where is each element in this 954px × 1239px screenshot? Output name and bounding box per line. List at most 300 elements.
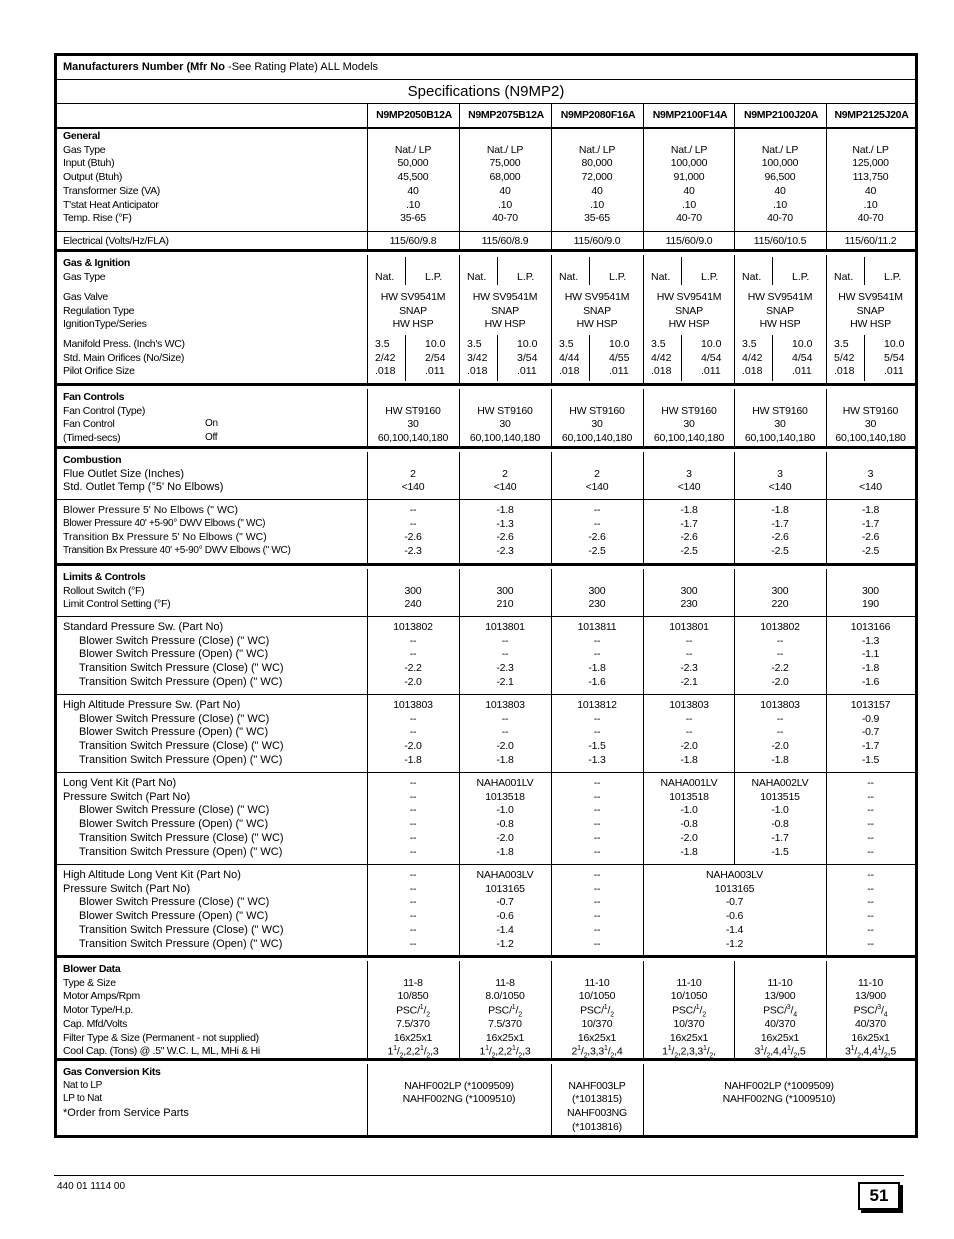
long-vent-value: -- (409, 777, 417, 789)
fan-type-value: HW ST9160 (661, 404, 717, 417)
blower-pressure-value: -2.5 (588, 545, 606, 558)
general-value: Nat./ LP (394, 143, 432, 156)
manifold-nat: 3.5 (467, 338, 482, 350)
blower-data-value: 7.5/370 (396, 1017, 430, 1030)
blower-data-value: $2^1/_2,3,3^1/_2,4$ (571, 1045, 623, 1060)
limit-value: 190 (862, 598, 879, 611)
long-vent-value: -- (593, 831, 601, 844)
conversion-label: Nat to LP (63, 1079, 102, 1091)
pressure-value: -2.3 (680, 662, 698, 675)
blower-pressure-value: -1.3 (496, 517, 514, 530)
long-vent-value: -- (409, 790, 417, 803)
pressure-value: -- (776, 712, 784, 725)
long-vent-value: -1.0 (771, 804, 789, 817)
pressure-value: -1.8 (588, 662, 606, 675)
orifice-nat: 4/42 (651, 351, 672, 364)
flue-value: 3 (777, 467, 783, 480)
general-value: 100,000 (670, 157, 708, 170)
general-value: Nat./ LP (486, 143, 524, 156)
blower-data-value: 11-10 (584, 976, 610, 989)
general-value: 40 (407, 184, 419, 197)
conversion-value: (*1013816) (572, 1120, 622, 1133)
gas-valve-value: HW SV9541M (564, 291, 630, 303)
pilot-lp: .011 (609, 365, 629, 378)
pressure-value: -2.2 (404, 662, 422, 675)
pressure-value: -1.8 (861, 662, 880, 675)
pressure-value: -2.0 (404, 740, 422, 753)
pressure-value: 1013802 (760, 621, 800, 633)
combustion-section (57, 452, 915, 500)
rollout-value: 300 (588, 584, 606, 597)
blower-pressure-section (57, 500, 915, 566)
nat-lp-divider (589, 335, 590, 381)
lp-label: L.P. (884, 271, 902, 283)
pressure-value: -- (685, 634, 693, 647)
blower-pressure-value: -1.8 (496, 504, 514, 516)
outlet-temp-value: <140 (677, 481, 701, 494)
pressure-value: -1.3 (588, 753, 606, 766)
pressure-value: -- (593, 712, 601, 725)
long-vent-value: -1.7 (771, 831, 789, 844)
long-vent-label: Pressure Switch (Part No) (63, 790, 191, 803)
orifice-lp: 4/54 (792, 351, 813, 364)
high-altitude-pressure-section (57, 695, 915, 773)
blower-data-value: 16x25x1 (485, 1031, 525, 1044)
blower-data-value: $3^1/_2,4,4^1/_2,5$ (845, 1045, 896, 1060)
conversion-heading: Gas Conversion Kits (63, 1066, 161, 1078)
fan-label: Fan Control (63, 418, 115, 431)
long-vent-value: -0.8 (771, 818, 789, 831)
long-vent-value: 1013515 (760, 790, 800, 803)
general-value: 40 (499, 184, 511, 197)
ha-long-vent-value: -0.6 (496, 910, 514, 923)
nat-lp-divider (681, 335, 682, 381)
nat-label: Nat. (375, 271, 395, 283)
fan-on-label: On (205, 418, 218, 430)
nat-label: Nat. (651, 271, 671, 283)
model-column-n9mp2100f14a: N9MP2100F14A (643, 104, 736, 127)
pressure-value: -1.6 (861, 675, 880, 688)
ha-long-vent-value: -- (409, 937, 417, 950)
page-title: Specifications (N9MP2) (57, 80, 915, 104)
orifice-nat: 4/42 (742, 351, 763, 364)
blower-data-value: 16x25x1 (851, 1031, 890, 1044)
orifice-lp: 2/54 (425, 351, 446, 364)
pilot-nat: .018 (742, 365, 763, 378)
nat-lp-divider (589, 257, 590, 285)
general-value: .10 (498, 198, 512, 211)
long-vent-section (57, 773, 915, 865)
blower-data-value: $1^1/_2,2,2^1/_2,3$ (479, 1045, 531, 1060)
electrical-value: 115/60/10.5 (753, 235, 807, 247)
pressure-value: -1.5 (588, 740, 606, 753)
manifold-lp: 10.0 (425, 338, 446, 350)
ha-long-vent-label: Blower Switch Pressure (Open) (" WC) (79, 910, 269, 923)
pressure-value: -1.8 (771, 753, 789, 766)
mfr-label: Manufacturers Number (Mfr No (63, 61, 225, 73)
long-vent-value: -0.8 (496, 818, 514, 831)
pressure-value: -2.0 (771, 740, 789, 753)
long-vent-value: -- (593, 777, 601, 789)
ha-long-vent-value: -- (409, 923, 417, 936)
blower-data-value: 10/850 (397, 990, 429, 1003)
fan-off-value: 60,100,140,180 (561, 432, 633, 445)
regulation-value: SNAP (491, 304, 519, 317)
blower-pressure-value: -2.3 (496, 545, 514, 558)
pressure-value: -- (593, 634, 601, 647)
ha-long-vent-value: 1013165 (714, 882, 755, 895)
model-column-n9mp2075b12a: N9MP2075B12A (459, 104, 552, 127)
blower-pressure-value: -1.7 (771, 517, 789, 530)
gas-valve-value: HW SV9541M (747, 291, 813, 303)
ha-long-vent-value: -0.7 (496, 896, 514, 909)
ha-long-vent-value: -- (409, 910, 417, 923)
flue-value: 2 (410, 467, 416, 480)
pressure-value: 1013803 (393, 699, 433, 711)
combustion-label: Std. Outlet Temp (°5' No Elbows) (63, 481, 224, 494)
long-vent-value: -- (867, 790, 874, 803)
long-vent-label: Transition Switch Pressure (Close) (" WC) (79, 831, 284, 844)
general-value: 40 (774, 184, 786, 197)
blower-data-value: $1^1/_2,2,2^1/_2,3$ (387, 1045, 439, 1060)
general-value: 91,000 (673, 171, 705, 184)
pressure-value: 1013166 (850, 621, 891, 633)
blower-data-value: 16x25x1 (577, 1031, 617, 1044)
ha-long-vent-value: -- (867, 896, 874, 909)
pilot-lp: .011 (792, 365, 812, 378)
conversion-value: NAHF002LP (*1009509) (724, 1079, 834, 1092)
pressure-label: Standard Pressure Sw. (Part No) (63, 621, 224, 633)
nat-lp-divider (772, 257, 773, 285)
pressure-value: -2.0 (680, 740, 698, 753)
ha-long-vent-value: -1.4 (496, 923, 514, 936)
blower-data-value: PSC/$^3/_4$ (853, 1004, 888, 1019)
combustion-heading: Combustion (63, 454, 122, 466)
ignition-value: HW HSP (759, 318, 801, 331)
blower-data-value: 10/1050 (578, 990, 616, 1003)
ha-long-vent-value: -- (593, 923, 601, 936)
long-vent-label: Long Vent Kit (Part No) (63, 777, 177, 789)
gas-valve-value: HW SV9541M (838, 291, 903, 303)
general-value: 72,000 (581, 171, 613, 184)
ha-long-vent-value: -0.7 (725, 896, 744, 909)
manifold-lp: 10.0 (701, 338, 722, 350)
long-vent-value: -0.8 (680, 818, 698, 831)
ha-long-vent-value: -1.2 (496, 937, 514, 950)
nat-label: Nat. (834, 271, 854, 283)
pressure-label: Blower Switch Pressure (Open) (" WC) (79, 726, 269, 739)
general-value: Nat./ LP (852, 143, 889, 156)
orifice-label: Pilot Orifice Size (63, 365, 135, 378)
blower-data-section (57, 961, 915, 1061)
long-vent-value: -- (409, 804, 417, 817)
pressure-value: -2.3 (496, 662, 514, 675)
limit-value: 230 (680, 598, 698, 611)
long-vent-value: -- (867, 804, 874, 817)
nat-lp-divider (405, 257, 406, 285)
ha-long-vent-value: -- (593, 896, 601, 909)
general-value: 40-70 (767, 212, 793, 225)
pressure-value: -1.8 (404, 753, 422, 766)
fan-heading: Fan Controls (63, 391, 125, 403)
conversion-label: LP to Nat (63, 1093, 102, 1105)
manifold-nat: 3.5 (742, 338, 757, 350)
blower-data-value: PSC/$^1/_2$ (396, 1004, 430, 1019)
general-label: Input (Btuh) (63, 157, 115, 170)
fan-label: (Timed-secs) (63, 432, 121, 445)
orifice-lp: 4/55 (609, 351, 630, 364)
flue-value: 2 (594, 467, 600, 480)
pilot-nat: .018 (651, 365, 672, 378)
blower-data-value: 8.0/1050 (485, 990, 525, 1003)
pilot-lp: .011 (701, 365, 721, 378)
general-value: .10 (406, 198, 420, 211)
rollout-value: 300 (404, 584, 422, 597)
blower-pressure-value: -1.7 (680, 517, 698, 530)
nat-lp-divider (864, 335, 865, 381)
fan-off-value: 60,100,140,180 (469, 432, 541, 445)
blower-pressure-value: -2.6 (496, 531, 514, 544)
pressure-value: -1.8 (680, 753, 698, 766)
pressure-value: -- (685, 712, 693, 725)
pressure-value: -2.0 (496, 740, 514, 753)
pressure-value: 1013811 (577, 621, 617, 633)
regulation-value: SNAP (766, 304, 794, 317)
model-column-n9mp2125j20a: N9MP2125J20A (826, 104, 916, 127)
pressure-label: High Altitude Pressure Sw. (Part No) (63, 699, 241, 711)
regulation-value: SNAP (856, 304, 885, 317)
lp-label: L.P. (792, 271, 810, 283)
orifice-nat: 4/44 (559, 351, 580, 364)
ha-long-vent-value: -- (593, 882, 601, 895)
nat-lp-divider (864, 257, 865, 285)
blower-data-heading: Blower Data (63, 963, 121, 975)
long-vent-value: -2.0 (496, 831, 514, 844)
ha-long-vent-label: Pressure Switch (Part No) (63, 882, 191, 895)
pressure-value: -- (685, 726, 693, 739)
long-vent-value: -- (593, 818, 601, 831)
blower-data-value: 11-10 (676, 976, 702, 989)
electrical-value: 115/60/8.9 (481, 235, 529, 247)
pressure-value: 1013802 (393, 621, 433, 633)
blower-pressure-label: Blower Pressure 5' No Elbows (" WC) (63, 504, 238, 516)
model-column-n9mp2050b12a: N9MP2050B12A (367, 104, 460, 127)
blower-data-value: 11-10 (857, 976, 884, 989)
blower-data-value: PSC/$^3/_4$ (763, 1004, 797, 1019)
blower-pressure-value: -- (409, 504, 417, 516)
pressure-value: -1.5 (861, 753, 880, 766)
general-label: Gas Type (63, 143, 106, 156)
blower-data-value: PSC/$^1/_2$ (672, 1004, 706, 1019)
gas-ignition-section (57, 255, 915, 386)
regulation-value: SNAP (399, 304, 427, 317)
conversion-value: (*1013815) (572, 1093, 622, 1106)
blower-pressure-value: -1.8 (680, 504, 698, 516)
long-vent-value: 1013518 (485, 790, 525, 803)
general-value: Nat./ LP (670, 143, 708, 156)
fan-type-value: HW ST9160 (477, 404, 533, 417)
pressure-value: -- (501, 648, 509, 661)
general-value: 80,000 (581, 157, 613, 170)
general-heading: General (63, 130, 101, 142)
pressure-value: -- (776, 634, 784, 647)
blower-data-value: 16x25x1 (393, 1031, 433, 1044)
long-vent-value: -- (409, 845, 417, 858)
general-value: 113,750 (852, 171, 889, 184)
blower-data-value: 13/900 (764, 990, 796, 1003)
gas-valve-value: HW SV9541M (472, 291, 538, 303)
general-value: .10 (682, 198, 696, 211)
blower-pressure-value: -- (593, 504, 601, 516)
conversion-value: NAHF002NG (*1009510) (722, 1093, 836, 1106)
blower-pressure-value: -2.5 (771, 545, 789, 558)
orifice-nat: 5/42 (834, 351, 855, 364)
fan-on-value: 30 (774, 418, 786, 431)
limit-value: 210 (496, 598, 514, 611)
blower-data-value: 13/900 (855, 990, 886, 1003)
manifold-nat: 3.5 (375, 338, 390, 350)
fan-type-value: HW ST9160 (842, 404, 899, 417)
pressure-value: -1.1 (861, 648, 880, 661)
long-vent-value: 1013518 (669, 790, 709, 803)
pressure-label: Transition Switch Pressure (Close) (" WC) (79, 662, 284, 675)
pressure-value: -- (593, 648, 601, 661)
general-label: Transformer Size (VA) (63, 184, 160, 197)
blower-data-value: 10/1050 (670, 990, 708, 1003)
conversion-value: NAHF002LP (*1009509) (404, 1079, 514, 1092)
gas-type-label: Gas Type (63, 270, 106, 283)
long-vent-label: Transition Switch Pressure (Open) (" WC) (79, 845, 283, 858)
pressure-value: 1013801 (485, 621, 525, 633)
blower-data-value: 11-8 (403, 976, 423, 989)
fan-off-value: 60,100,140,180 (377, 432, 449, 445)
nat-lp-divider (681, 257, 682, 285)
ha-long-vent-value: -- (409, 869, 417, 881)
fan-off-value: 60,100,140,180 (653, 432, 725, 445)
document-number: 440 01 1114 00 (57, 1181, 126, 1192)
pressure-value: 1013801 (669, 621, 709, 633)
blower-data-label: Cap. Mfd/Volts (63, 1017, 128, 1030)
ha-long-vent-value: -- (867, 923, 874, 936)
manifold-nat: 3.5 (651, 338, 666, 350)
long-vent-value: -- (409, 818, 417, 831)
lp-label: L.P. (609, 271, 627, 283)
blower-data-label: Type & Size (63, 976, 116, 989)
pressure-value: -2.1 (496, 675, 514, 688)
ha-long-vent-value: -- (593, 937, 601, 950)
spec-sheet (54, 53, 918, 1138)
ha-long-vent-label: High Altitude Long Vent Kit (Part No) (63, 869, 241, 881)
general-label: Output (Btuh) (63, 171, 123, 184)
pressure-value: -- (685, 648, 693, 661)
blower-pressure-value: -2.6 (404, 531, 422, 544)
manifold-lp: 10.0 (609, 338, 630, 350)
blower-pressure-value: -2.5 (680, 545, 698, 558)
pressure-label: Blower Switch Pressure (Close) (" WC) (79, 634, 270, 647)
general-value: 45,500 (397, 171, 429, 184)
fan-off-value: 60,100,140,180 (835, 432, 906, 445)
long-vent-value: NAHA002LV (751, 777, 809, 789)
pilot-lp: .011 (884, 365, 904, 378)
rollout-value: 300 (862, 584, 879, 597)
nat-label: Nat. (559, 271, 579, 283)
model-column-n9mp2080f16a: N9MP2080F16A (551, 104, 644, 127)
blower-data-value: 10/370 (581, 1017, 613, 1030)
pressure-value: 1013812 (577, 699, 617, 711)
blower-pressure-value: -2.6 (771, 531, 789, 544)
gas-conversion-section (57, 1064, 915, 1135)
long-vent-value: -1.5 (771, 845, 789, 858)
fan-off-label: Off (205, 432, 218, 444)
general-value: 40-70 (492, 212, 518, 225)
long-vent-value: -- (867, 818, 874, 831)
limits-label: Rollout Switch (°F) (63, 584, 145, 597)
flue-value: 2 (502, 467, 508, 480)
long-vent-value: -2.0 (680, 831, 698, 844)
general-value: 40 (591, 184, 603, 197)
general-value: 40 (864, 184, 877, 197)
ha-long-vent-label: Transition Switch Pressure (Close) (" WC) (79, 923, 284, 936)
electrical-value: 115/60/9.0 (573, 235, 621, 247)
outlet-temp-value: <140 (493, 481, 517, 494)
ignition-value: HW HSP (576, 318, 618, 331)
pressure-label: Blower Switch Pressure (Close) (" WC) (79, 712, 270, 725)
electrical-section (57, 232, 915, 252)
long-vent-label: Blower Switch Pressure (Open) (" WC) (79, 818, 269, 831)
manifold-lp: 10.0 (884, 338, 905, 350)
ha-long-vent-value: NAHA003LV (706, 869, 763, 881)
ha-long-vent-label: Transition Switch Pressure (Open) (" WC) (79, 937, 283, 950)
electrical-value: 115/60/9.8 (389, 235, 437, 247)
general-value: Nat./ LP (761, 143, 799, 156)
blower-pressure-value: -- (409, 517, 417, 530)
manifold-nat: 3.5 (559, 338, 574, 350)
nat-label: Nat. (467, 271, 487, 283)
ha-long-vent-value: -1.2 (725, 937, 744, 950)
conversion-value: NAHF002NG (*1009510) (402, 1093, 516, 1106)
model-header-row (57, 104, 915, 129)
blower-data-value: 40/370 (764, 1017, 796, 1030)
pressure-value: -2.0 (771, 675, 789, 688)
combustion-label: Flue Outlet Size (Inches) (63, 467, 185, 480)
ha-long-vent-value: 1013165 (485, 882, 525, 895)
gas-valve-value: HW SV9541M (380, 291, 446, 303)
manifold-lp: 10.0 (517, 338, 538, 350)
pressure-value: -- (501, 634, 509, 647)
ha-long-vent-value: -- (867, 882, 874, 895)
pressure-value: -0.9 (861, 712, 880, 725)
manifold-lp: 10.0 (792, 338, 813, 350)
conversion-value: NAHF003NG (566, 1107, 628, 1120)
pressure-value: -1.8 (496, 753, 514, 766)
pilot-nat: .018 (375, 365, 396, 378)
manufacturers-number-row (57, 56, 915, 80)
nat-lp-divider (497, 335, 498, 381)
blower-pressure-value: -2.6 (861, 531, 880, 544)
pressure-value: -- (776, 726, 784, 739)
long-vent-value: -1.0 (680, 804, 698, 817)
fan-on-value: 30 (407, 418, 419, 431)
blower-data-value: 7.5/370 (488, 1017, 522, 1030)
long-vent-value: -- (867, 777, 874, 789)
long-vent-value: -1.0 (496, 804, 514, 817)
pressure-value: 1013803 (669, 699, 709, 711)
limits-section (57, 569, 915, 617)
electrical-label: Electrical (Volts/Hz/FLA) (63, 235, 169, 247)
gas-valve-value: HW SV9541M (656, 291, 722, 303)
rollout-value: 300 (771, 584, 789, 597)
fan-label: Fan Control (Type) (63, 404, 146, 417)
